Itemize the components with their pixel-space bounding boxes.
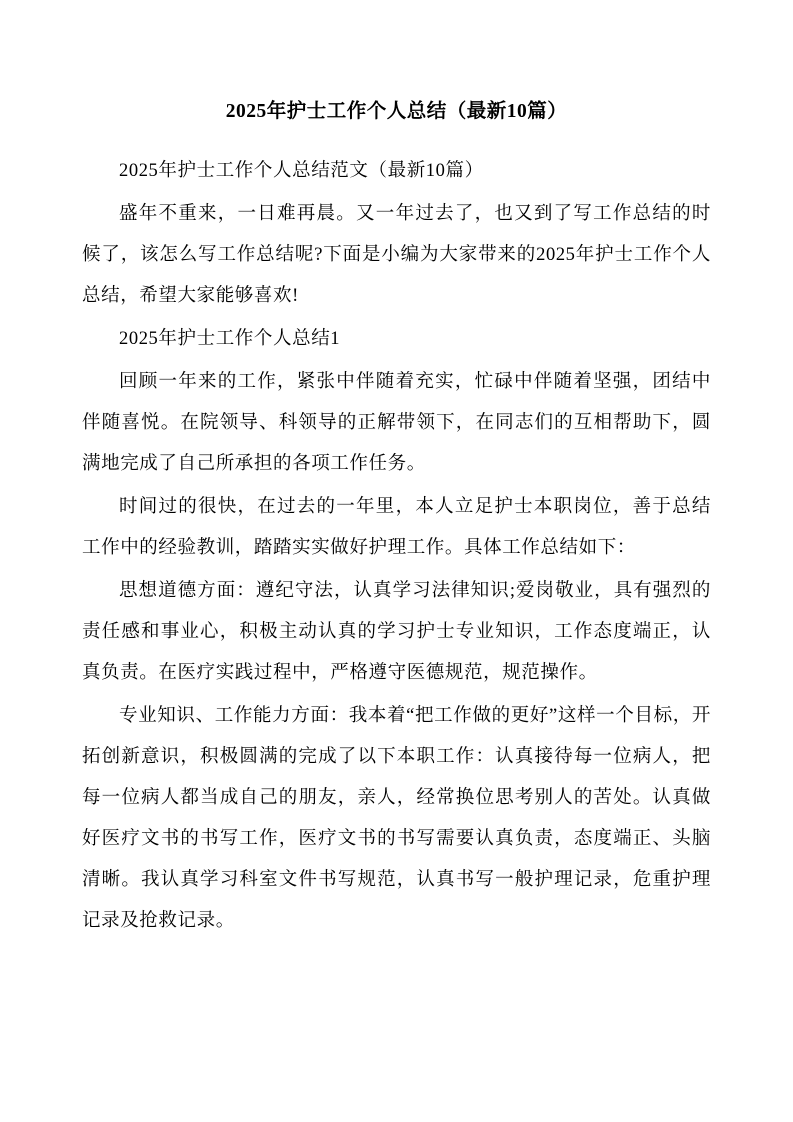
paragraph-expertise: 专业知识、工作能力方面：我本着“把工作做的更好”这样一个目标，开拓创新意识，积极圆满的完成了以下本职工作：认真接待每一位病人，把每一位病人都当成自己的朋友，亲人，经常换位思考别人的苦处。认真做好医疗文书的书写工作，医疗文书的书写需要认真负责，态度端正、头脑清晰。我认真学习科室文件书写规范，认真书写一般护理记录，危重护理记录及抢救记录。 (82, 706, 711, 932)
paragraph-morality: 思想道德方面：遵纪守法，认真学习法律知识;爱岗敬业，具有强烈的责任感和事业心，积极主动认真的学习护士专业知识，工作态度端正，认真负责。在医疗实践过程中，严格遵守医德规范，规范操作。 (82, 581, 711, 684)
paragraph-time: 时间过的很快，在过去的一年里，本人立足护士本职岗位，善于总结工作中的经验教训，踏踏实实做好护理工作。具体工作总结如下： (82, 497, 711, 559)
paragraph-section-heading: 2025年护士工作个人总结1 (119, 329, 341, 350)
paragraph-subtitle: 2025年护士工作个人总结范文（最新10篇） (119, 161, 484, 182)
paragraph-intro: 盛年不重来，一日难再晨。又一年过去了，也又到了写工作总结的时候了，该怎么写工作总结呢?下面是小编为大家带来的2025年护士工作个人总结，希望大家能够喜欢! (82, 204, 711, 307)
page-title: 2025年护士工作个人总结（最新10篇） (225, 101, 568, 122)
paragraph-review: 回顾一年来的工作，紧张中伴随着充实，忙碌中伴随着坚强，团结中伴随喜悦。在院领导、科领导的正解带领下，在同志们的互相帮助下，圆满地完成了自己所承担的各项工作任务。 (82, 372, 711, 475)
